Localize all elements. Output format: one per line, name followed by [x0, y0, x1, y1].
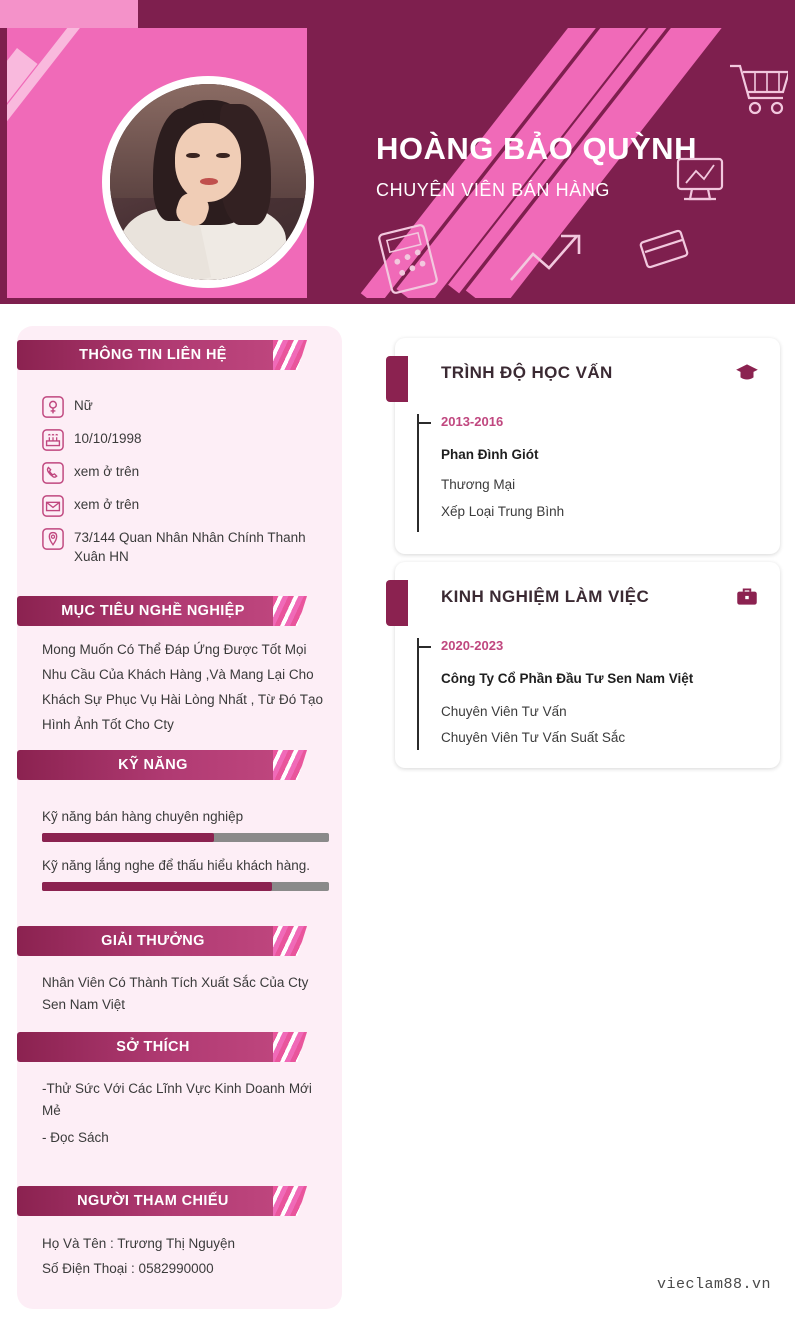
avatar [102, 76, 314, 288]
section-header-objective [17, 596, 289, 626]
contact-row-address [42, 528, 332, 566]
awards-text: Nhân Viên Có Thành Tích Xuất Sắc Của Cty Sen Nam Việt [42, 975, 309, 1012]
section-title: MỤC TIÊU NGHỀ NGHIỆP [61, 603, 245, 619]
skill-bar-fill [42, 833, 214, 842]
card-accent-tab [386, 580, 408, 626]
contact-value: Nữ [74, 398, 93, 413]
top-bar [0, 0, 795, 28]
experience-role: Chuyên Viên Tư Vấn Suất Sắc [441, 730, 626, 745]
education-major: Thương Mại [441, 477, 516, 492]
education-title: TRÌNH ĐỘ HỌC VẤN [441, 363, 613, 382]
briefcase-icon [734, 584, 760, 610]
contact-value: xem ở trên [74, 497, 140, 512]
contact-value: 10/10/1998 [74, 431, 142, 446]
skill-label: Kỹ năng lắng nghe để thấu hiểu khách hàng. [42, 858, 310, 873]
skill-label: Kỹ năng bán hàng chuyên nghiệp [42, 809, 244, 824]
calculator-icon [375, 223, 455, 295]
header-inner [7, 28, 788, 298]
hobby-line: -Thử Sức Với Các Lĩnh Vực Kinh Doanh Mới Mẻ [42, 1081, 312, 1118]
experience-title: KINH NGHIỆM LÀM VIỆC [441, 587, 650, 606]
section-title: GIẢI THƯỞNG [101, 933, 205, 949]
avatar-photo [110, 84, 306, 280]
gender-icon [42, 396, 64, 418]
education-grade: Xếp Loại Trung Bình [441, 504, 565, 519]
phone-icon [42, 462, 64, 484]
contact-row-phone[interactable] [42, 462, 322, 484]
education-school: Phan Đình Giót [441, 447, 539, 462]
monitor-icon [672, 153, 728, 205]
skill-bar-fill [42, 882, 272, 891]
timeline-line [417, 414, 419, 532]
experience-role: Chuyên Viên Tư Vấn [441, 704, 567, 719]
section-title: THÔNG TIN LIÊN HỆ [79, 347, 227, 363]
card-accent-tab [386, 356, 408, 402]
experience-card [395, 562, 780, 768]
contact-row-birthday [42, 429, 322, 451]
location-pin-icon [42, 528, 64, 550]
graduation-cap-icon [734, 360, 760, 386]
shopping-cart-icon [725, 58, 788, 118]
watermark: vieclam88.vn [656, 1276, 771, 1293]
reference-line: Số Điện Thoại : 0582990000 [42, 1261, 214, 1276]
contact-row-email[interactable] [42, 495, 322, 517]
birthday-cake-icon [42, 429, 64, 451]
section-title: SỞ THÍCH [116, 1039, 190, 1055]
timeline-line [417, 638, 419, 750]
education-period: 2013-2016 [441, 414, 504, 429]
section-title: NGƯỜI THAM CHIẾU [77, 1193, 229, 1209]
objective-text: Mong Muốn Có Thể Đáp Ứng Được Tốt Mọi Nhu Cầu Của Khách Hàng ,Và Mang Lại Cho Khách Sự Phục Vụ Hài Lòng Nhất , Từ Đó Tạo Hình Ảnh Tốt Cho Cty [42, 642, 323, 732]
experience-company: Công Ty Cổ Phần Đầu Tư Sen Nam Việt [441, 671, 694, 686]
education-card [395, 338, 780, 554]
header-banner [0, 28, 795, 304]
credit-card-icon [637, 226, 693, 272]
top-bar-accent [0, 0, 138, 28]
page-title: HOÀNG BẢO QUỲNH [376, 131, 697, 166]
contact-value: xem ở trên [74, 464, 140, 479]
envelope-icon [42, 495, 64, 517]
section-header-contact [17, 340, 289, 370]
growth-chart-icon [505, 228, 591, 290]
timeline-dash [417, 646, 431, 648]
section-header-hobbies [17, 1032, 289, 1062]
hobby-line: - Đọc Sách [42, 1130, 109, 1145]
timeline-dash [417, 422, 431, 424]
experience-period: 2020-2023 [441, 638, 504, 653]
section-header-skills [17, 750, 289, 780]
job-title: CHUYÊN VIÊN BÁN HÀNG [376, 180, 611, 200]
reference-line: Họ Và Tên : Trương Thị Nguyện [42, 1236, 235, 1251]
section-header-awards [17, 926, 289, 956]
section-title: KỸ NĂNG [118, 757, 188, 773]
section-header-reference [17, 1186, 289, 1216]
contact-row-gender [42, 396, 322, 418]
contact-value: 73/144 Quan Nhân Nhân Chính Thanh Xuân HN [74, 530, 306, 564]
